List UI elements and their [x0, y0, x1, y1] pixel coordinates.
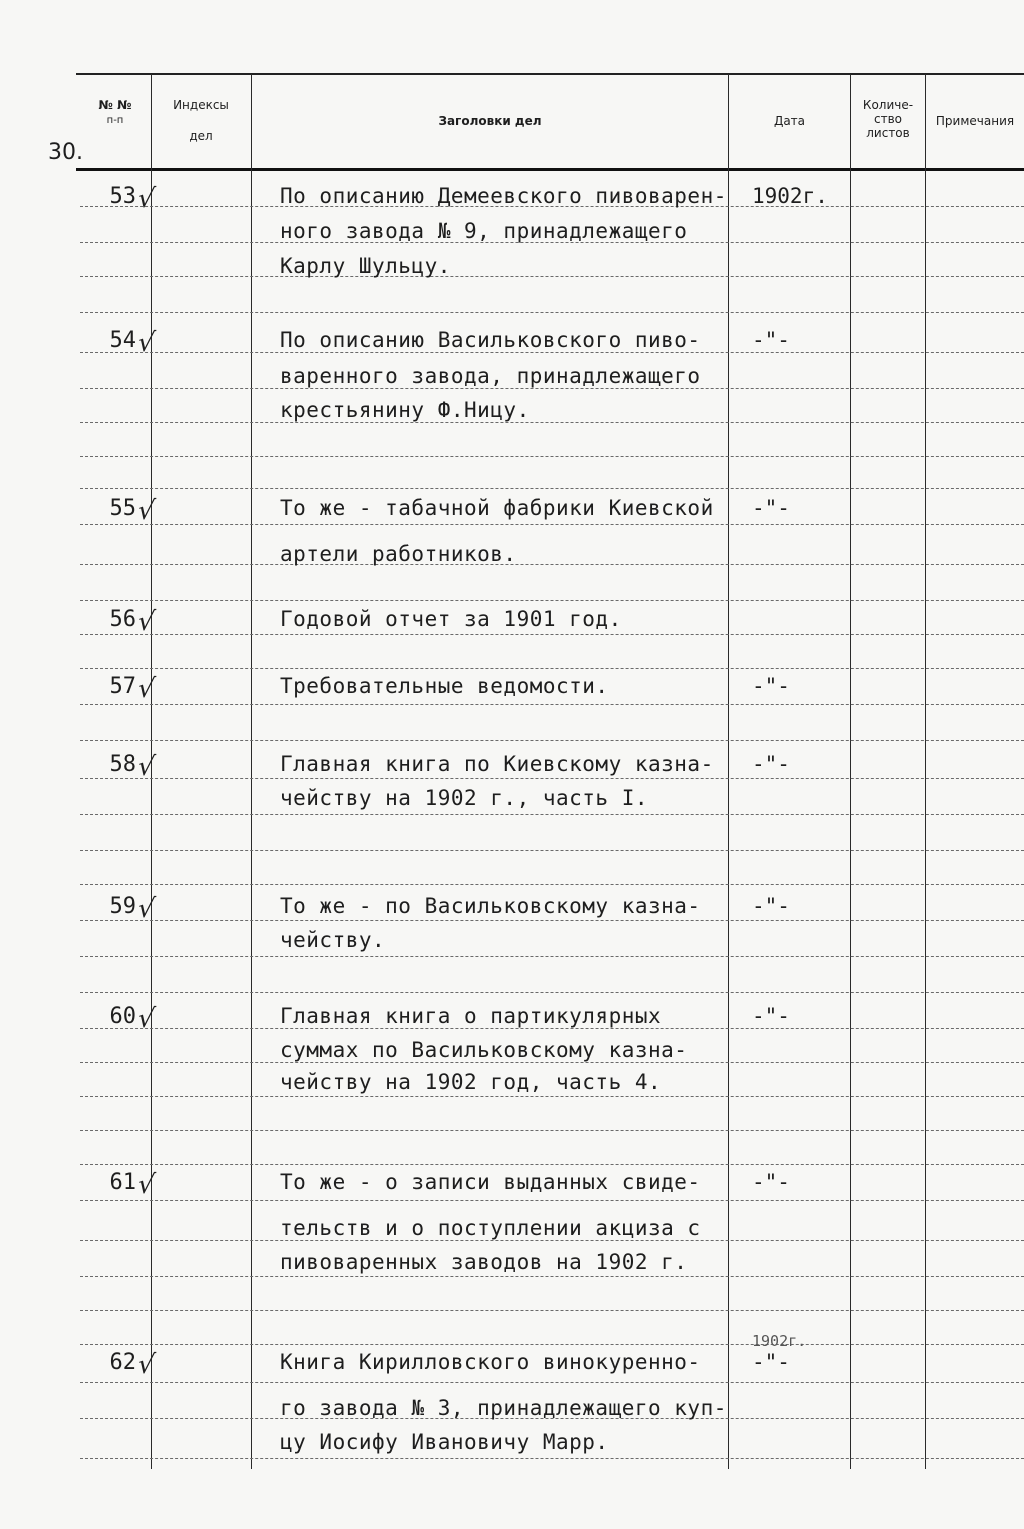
- check-mark-icon: √: [135, 894, 157, 924]
- ruled-line: [80, 1458, 1024, 1459]
- ruled-line: [80, 422, 1024, 423]
- entry-date: -"-: [752, 328, 790, 352]
- header-index-label: Индексы: [173, 98, 229, 112]
- ruled-line: [80, 488, 1024, 489]
- entry-title-line: чейству на 1902 г., часть I.: [280, 786, 649, 810]
- ruled-line: [80, 740, 1024, 741]
- entry-date: -"-: [752, 674, 790, 698]
- entry-title-line: чейству на 1902 год, часть 4.: [280, 1070, 662, 1094]
- header-sheets-column: [851, 98, 925, 140]
- entry-title-line: крестьянину Ф.Ницу.: [280, 398, 530, 422]
- ruled-line: [80, 1276, 1024, 1277]
- ruled-line: [80, 1028, 1024, 1029]
- check-mark-icon: √: [135, 752, 157, 782]
- ruled-line: [80, 634, 1024, 635]
- header-index-sub: дел: [189, 129, 213, 143]
- header-notes-column: Примечания: [935, 114, 1015, 128]
- table-top-rule: [76, 73, 1024, 75]
- entry-number: 60: [109, 1004, 136, 1029]
- entry-date: -"-: [752, 752, 790, 776]
- ruled-line: [80, 1382, 1024, 1383]
- ruled-line: [80, 1130, 1024, 1131]
- check-mark-icon: √: [135, 1170, 157, 1200]
- header-title-column: Заголовки дел: [438, 114, 542, 128]
- entry-number: 54: [109, 328, 136, 353]
- header-date-column: Дата: [773, 114, 806, 128]
- entry-number: 58: [109, 752, 136, 777]
- entry-title-line: Книга Кирилловского винокуренно-: [280, 1350, 701, 1374]
- entry-title-line: По описанию Демеевского пивоварен-: [280, 184, 727, 208]
- entry-title-line: варенного завода, принадлежащего: [280, 364, 701, 388]
- ruled-line: [80, 704, 1024, 705]
- entry-title-line: То же - табачной фабрики Киевской: [280, 496, 714, 520]
- entry-date-note: 1902г.: [752, 1332, 807, 1350]
- ruled-line: [80, 1164, 1024, 1165]
- header-number-label: № №: [98, 98, 132, 112]
- entry-title-line: го завода № 3, принадлежащего куп-: [280, 1396, 727, 1420]
- entry-title-line: суммах по Васильковскому казна-: [280, 1038, 688, 1062]
- check-mark-icon: √: [135, 1004, 157, 1034]
- ruled-line: [80, 1344, 1024, 1345]
- entry-title-line: То же - о записи выданных свиде-: [280, 1170, 701, 1194]
- header-sheets-label: Количе-: [862, 98, 914, 112]
- entry-title-line: пивоваренных заводов на 1902 г.: [280, 1250, 688, 1274]
- entry-number: 56: [109, 607, 136, 632]
- entry-number: 61: [109, 1170, 136, 1195]
- entry-title-line: чейству.: [280, 928, 386, 952]
- entry-title-line: Требовательные ведомости.: [280, 674, 609, 698]
- header-index-column: [152, 98, 250, 144]
- header-number-column: [80, 98, 150, 128]
- entry-title-line: артели работников.: [280, 542, 517, 566]
- entry-number: 57: [109, 674, 136, 699]
- entry-date: -"-: [752, 1004, 790, 1028]
- ruled-line: [80, 850, 1024, 851]
- entry-date: -"-: [752, 894, 790, 918]
- page-number: 30.: [48, 140, 83, 165]
- entry-date: -"-: [752, 1170, 790, 1194]
- entry-number: 59: [109, 894, 136, 919]
- ruled-line: [80, 600, 1024, 601]
- ruled-line: [80, 456, 1024, 457]
- header-sheets-sub: листов: [866, 126, 910, 140]
- column-divider: [850, 74, 851, 1469]
- entry-title-line: тельств и о поступлении акциза с: [280, 1216, 701, 1240]
- entry-title-line: Годовой отчет за 1901 год.: [280, 607, 622, 631]
- entry-title-line: цу Иосифу Ивановичу Марр.: [280, 1430, 609, 1454]
- ruled-line: [80, 1096, 1024, 1097]
- entry-number: 62: [109, 1350, 136, 1375]
- header-number-sub: п-п: [106, 115, 124, 126]
- ruled-line: [80, 920, 1024, 921]
- check-mark-icon: √: [135, 184, 157, 214]
- ruled-line: [80, 1062, 1024, 1063]
- entry-title-line: Карлу Шульцу.: [280, 254, 451, 278]
- entry-title-line: То же - по Васильковскому казна-: [280, 894, 701, 918]
- check-mark-icon: √: [135, 1350, 157, 1380]
- check-mark-icon: √: [135, 496, 157, 526]
- ruled-line: [80, 778, 1024, 779]
- entry-date: -"-: [752, 496, 790, 520]
- ruled-line: [80, 1240, 1024, 1241]
- header-sheets-sub: ство: [873, 112, 902, 126]
- entry-title-line: Главная книга о партикулярных: [280, 1004, 662, 1028]
- table-header-rule: [76, 168, 1024, 171]
- ruled-line: [80, 992, 1024, 993]
- entry-title-line: ного завода № 9, принадлежащего: [280, 219, 688, 243]
- ruled-line: [80, 388, 1024, 389]
- ruled-line: [80, 352, 1024, 353]
- column-divider: [251, 74, 252, 1469]
- ruled-line: [80, 1310, 1024, 1311]
- ruled-line: [80, 884, 1024, 885]
- ruled-line: [80, 668, 1024, 669]
- ruled-line: [80, 1200, 1024, 1201]
- check-mark-icon: √: [135, 607, 157, 637]
- check-mark-icon: √: [135, 328, 157, 358]
- ruled-line: [80, 814, 1024, 815]
- ruled-line: [80, 312, 1024, 313]
- entry-title-line: Главная книга по Киевскому казна-: [280, 752, 714, 776]
- ruled-line: [80, 956, 1024, 957]
- entry-date: -"-: [752, 1350, 790, 1374]
- ruled-line: [80, 524, 1024, 525]
- entry-title-line: По описанию Васильковского пиво-: [280, 328, 701, 352]
- entry-number: 55: [109, 496, 136, 521]
- check-mark-icon: √: [135, 674, 157, 704]
- entry-number: 53: [109, 184, 136, 209]
- column-divider: [925, 74, 926, 1469]
- entry-date: 1902г.: [752, 184, 828, 208]
